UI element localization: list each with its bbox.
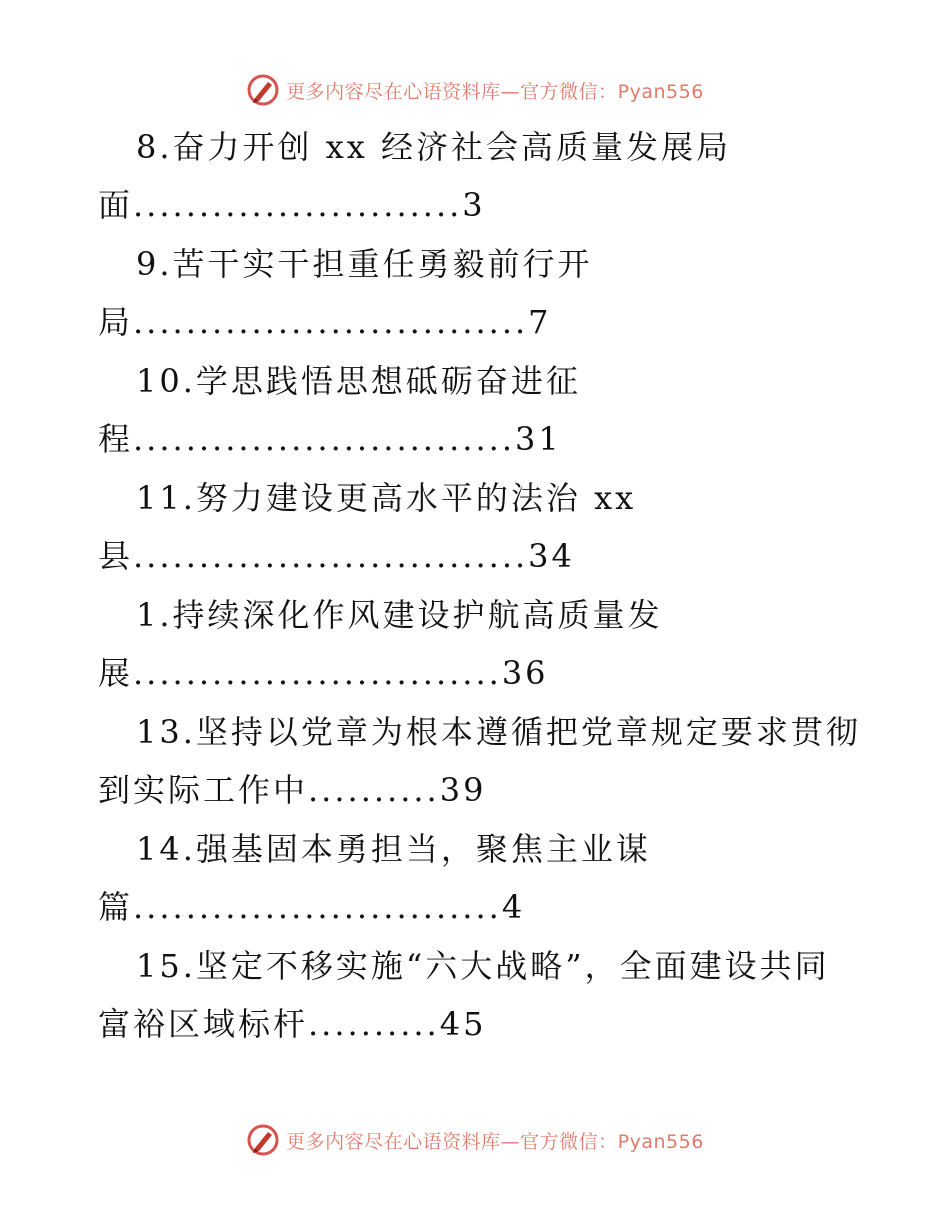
- header-watermark: [0, 70, 950, 110]
- toc-entry-title[interactable]: 14.强基固本勇担当，聚焦主业谋: [136, 830, 651, 868]
- toc-entry-title[interactable]: 1.持续深化作风建设护航高质量发: [136, 596, 663, 634]
- toc-entry-page[interactable]: 县..............................34: [98, 537, 575, 575]
- toc-entry-page[interactable]: 面.........................3: [98, 186, 486, 224]
- watermark-text: 更多内容尽在心语资料库—官方微信：Pyan556: [286, 80, 704, 103]
- toc-entry-page[interactable]: 展............................36: [98, 654, 549, 692]
- toc-entry-title[interactable]: 15.坚定不移实施“六大战略”，全面建设共同: [136, 947, 830, 985]
- toc-entry-title[interactable]: 13.坚持以党章为根本遵循把党章规定要求贯彻: [136, 713, 861, 751]
- footer-watermark: [0, 1120, 950, 1160]
- toc-entry-page[interactable]: 篇............................4: [98, 888, 526, 926]
- toc-entry-title[interactable]: 11.努力建设更高水平的法治 xx: [136, 479, 637, 517]
- toc-entry-page[interactable]: 到实际工作中..........39: [98, 771, 487, 809]
- pen-logo-icon: [246, 73, 280, 107]
- watermark-text: 更多内容尽在心语资料库—官方微信：Pyan556: [286, 1130, 704, 1153]
- toc-entry-title[interactable]: 10.学思践悟思想砥砺奋进征: [136, 362, 581, 400]
- toc-entry-page[interactable]: 富裕区域标杆..........45: [98, 1005, 487, 1043]
- pen-logo-icon: [246, 1123, 280, 1157]
- toc-entry-page[interactable]: 程.............................31: [98, 420, 562, 458]
- toc-entry-title[interactable]: 9.苦干实干担重任勇毅前行开: [136, 245, 593, 283]
- toc-entry-title[interactable]: 8.奋力开创 xx 经济社会高质量发展局: [136, 128, 731, 166]
- toc-entry-page[interactable]: 局..............................7: [98, 303, 552, 341]
